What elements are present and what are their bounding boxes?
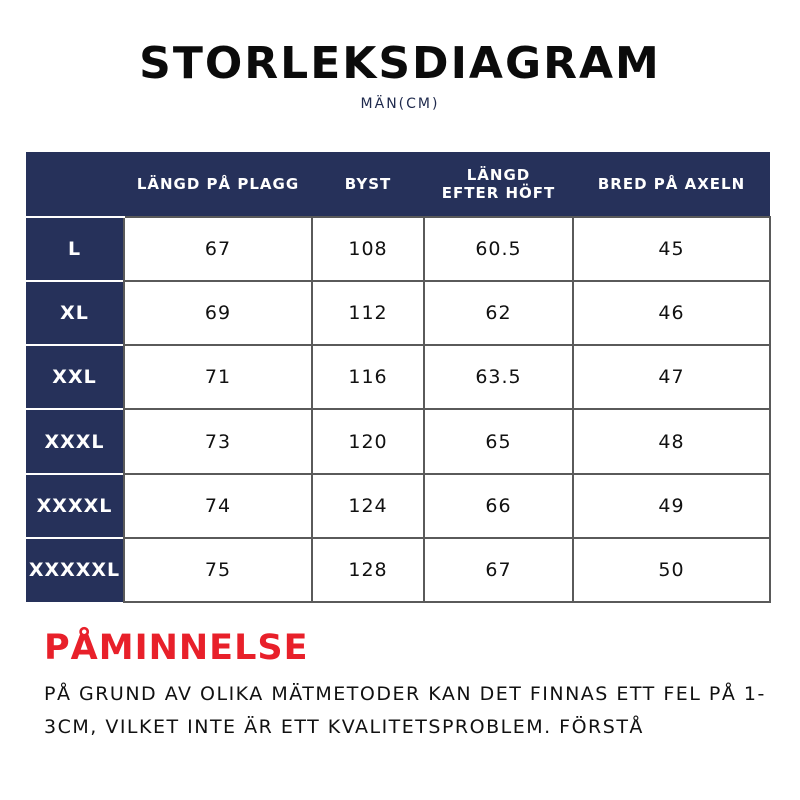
table-cell: 49 bbox=[573, 474, 770, 538]
column-header-hip-length-text: LÄNGD EFTER HÖFT bbox=[441, 166, 556, 202]
table-cell: 69 bbox=[124, 281, 312, 345]
table-row bbox=[26, 281, 770, 345]
table-cell: 112 bbox=[312, 281, 424, 345]
reminder-text: PÅ GRUND AV OLIKA MÄTMETODER KAN DET FINNAS ETT FEL PÅ 1-3CM, VILKET INTE ÄR ETT KVALITETSPROBLEM. FÖRSTÅ bbox=[44, 683, 766, 738]
size-label: XXXL bbox=[26, 409, 124, 473]
table-cell: 124 bbox=[312, 474, 424, 538]
column-header-bust: BYST bbox=[312, 152, 424, 217]
table-cell: 74 bbox=[124, 474, 312, 538]
size-chart-table bbox=[26, 152, 771, 603]
table-cell: 67 bbox=[424, 538, 573, 602]
size-label: XXL bbox=[26, 345, 124, 409]
page-subtitle: MÄN(CM) bbox=[360, 96, 440, 112]
table-cell: 47 bbox=[573, 345, 770, 409]
table-cell: 108 bbox=[312, 217, 424, 281]
table-header-row bbox=[26, 152, 770, 217]
size-label: XL bbox=[26, 281, 124, 345]
reminder-title: PÅMINNELSE bbox=[44, 628, 309, 668]
size-label: L bbox=[26, 217, 124, 281]
table-row bbox=[26, 538, 770, 602]
table-cell: 73 bbox=[124, 409, 312, 473]
size-label: XXXXXL bbox=[26, 538, 124, 602]
column-header-hip-length bbox=[424, 152, 573, 217]
table-row bbox=[26, 409, 770, 473]
table-cell: 120 bbox=[312, 409, 424, 473]
table-cell: 46 bbox=[573, 281, 770, 345]
table-row bbox=[26, 345, 770, 409]
table-cell: 65 bbox=[424, 409, 573, 473]
column-header-shoulder-width: BRED PÅ AXELN bbox=[573, 152, 770, 217]
table-cell: 50 bbox=[573, 538, 770, 602]
table-cell: 60.5 bbox=[424, 217, 573, 281]
table-cell: 48 bbox=[573, 409, 770, 473]
page-title: STORLEKSDIAGRAM bbox=[139, 38, 661, 89]
table-cell: 75 bbox=[124, 538, 312, 602]
table-cell: 116 bbox=[312, 345, 424, 409]
table-cell: 45 bbox=[573, 217, 770, 281]
table-cell: 71 bbox=[124, 345, 312, 409]
column-header-garment-length: LÄNGD PÅ PLAGG bbox=[124, 152, 312, 217]
corner-header bbox=[26, 152, 124, 217]
table-cell: 66 bbox=[424, 474, 573, 538]
table-cell: 62 bbox=[424, 281, 573, 345]
table-cell: 128 bbox=[312, 538, 424, 602]
table-row bbox=[26, 474, 770, 538]
table-cell: 63.5 bbox=[424, 345, 573, 409]
table-cell: 67 bbox=[124, 217, 312, 281]
size-label: XXXXL bbox=[26, 474, 124, 538]
table-row bbox=[26, 217, 770, 281]
